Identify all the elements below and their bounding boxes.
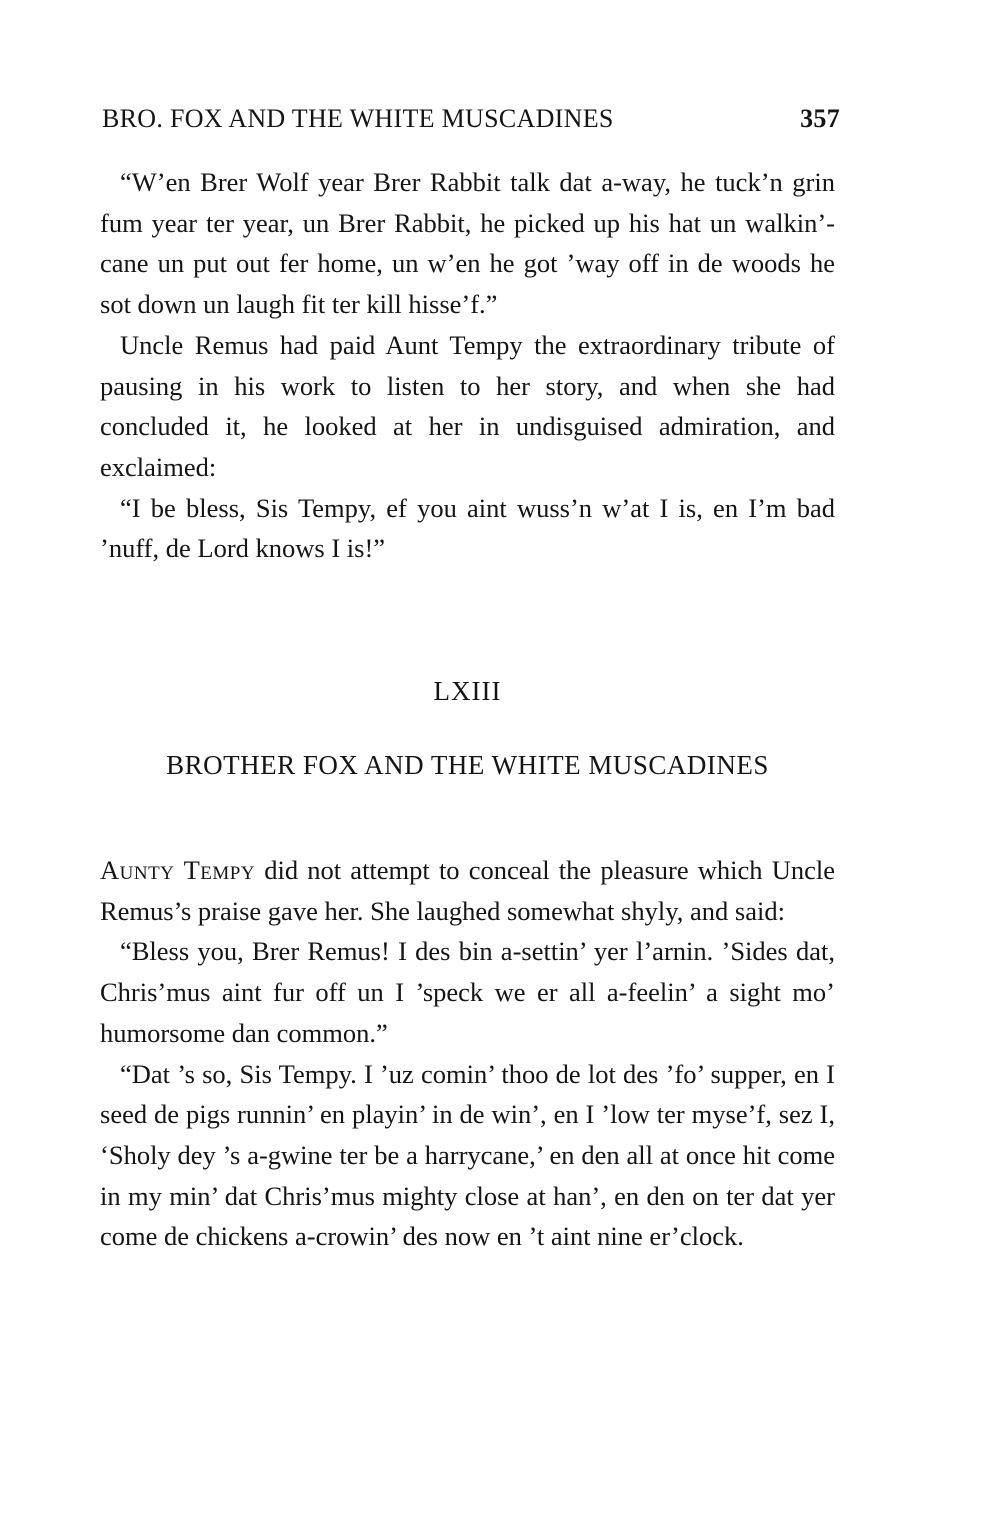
chapter-number: LXIII bbox=[433, 676, 502, 706]
chapter-title: BROTHER FOX AND THE WHITE MUSCADINES bbox=[166, 750, 769, 780]
opening-paragraph bbox=[100, 850, 835, 931]
paragraph: “Bless you, Brer Remus! I des bin a-settin’ yer l’arnin. ’Sides dat, Chris’mus aint fur off un I ’speck we er all a-feelin’ a sight mo’ humorsome dan common.” bbox=[100, 936, 835, 1048]
page-number: 357 bbox=[800, 104, 840, 133]
paragraph: Uncle Remus had paid Aunt Tempy the extraordinary tribute of pausing in his work to listen to her story, and when she had concluded it, he looked at her in undisguised admiration, and exclaimed: bbox=[100, 329, 835, 482]
paragraph: “Dat ’s so, Sis Tempy. I ’uz comin’ thoo de lot des ’fo’ supper, en I seed de pigs runnin’ en playin’ in de win’, en I ’low ter myse’f, sez I, ‘Sholy dey ’s a-gwine ter be a harrycane,’ en den all at once hit come in my min’ dat Chris’mus mighty close at han’, en den on ter dat yer come de chickens a-crowin’ des now en ’t aint nine er’clock. bbox=[100, 1058, 835, 1252]
paragraph: “W’en Brer Wolf year Brer Rabbit talk dat a-way, he tuck’n grin fum year ter year, un Brer Rabbit, he picked up his hat un walkin’-cane un put out fer home, un w’en he got ’way off in de woods he sot down un laugh fit ter kill hisse’f.” bbox=[100, 167, 835, 320]
opening-text: did not attempt to conceal the pleasure which Uncle Remus’s praise gave her. She laughed somewhat shyly, and said: bbox=[100, 855, 836, 926]
chapter-body bbox=[100, 850, 835, 1257]
paragraph: “I be bless, Sis Tempy, ef you aint wuss’n w’at I is, en I’m bad ’nuff, de Lord knows I is!” bbox=[100, 492, 835, 564]
opening-small-caps: Aunty Tempy bbox=[100, 855, 256, 885]
book-page bbox=[100, 0, 840, 1535]
story-ending bbox=[100, 162, 835, 569]
running-head bbox=[100, 104, 840, 140]
running-head-title: BRO. FOX AND THE WHITE MUSCADINES bbox=[102, 104, 614, 133]
